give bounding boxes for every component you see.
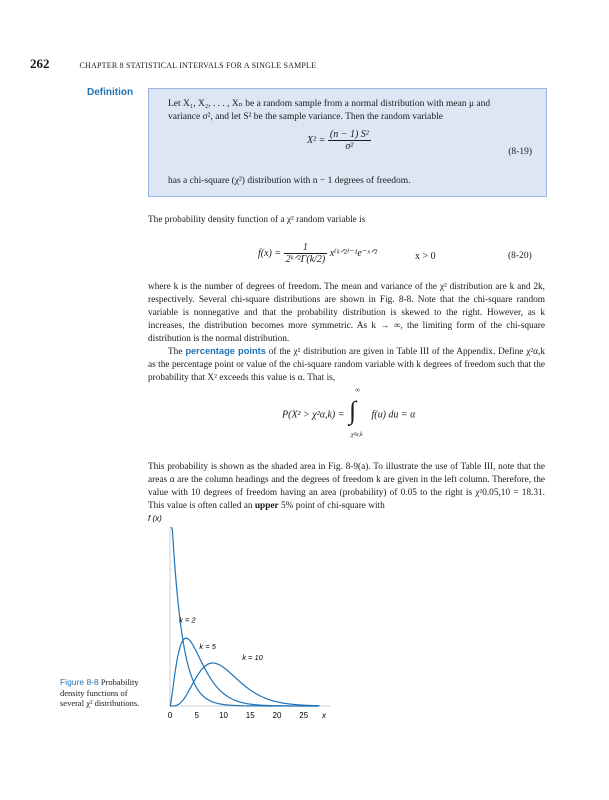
equation-fraction bbox=[328, 129, 371, 152]
figure-caption bbox=[60, 677, 142, 709]
chi-square-equation bbox=[307, 129, 371, 152]
paragraph-1: where k is the number of degrees of freedom. The mean and variance of the χ² distribution are k and 2k, respectively. Several chi-square distributions are shown in Fig. 8-8. Note that the chi-square random variable is nonnegative and that the probability distribution is skewed to the right. However, as k increases, the distribution becomes more symmetric. As k → ∞, the limiting form of the chi-square distribution is the normal distribution. bbox=[148, 282, 545, 344]
x-axis-label: x bbox=[322, 711, 326, 720]
curve-k-5 bbox=[170, 638, 319, 706]
equation-numerator: (n − 1) S² bbox=[329, 129, 369, 140]
prob-integrand: f(u) du = α bbox=[371, 409, 416, 421]
x-tick-label: 25 bbox=[299, 711, 309, 720]
pdf-intro: The probability density function of a χ² random variable is bbox=[148, 215, 366, 225]
prob-lhs: P(X² > χ²α,k) = bbox=[282, 409, 345, 421]
equation-lhs: X² = bbox=[307, 134, 326, 146]
paragraph-2 bbox=[148, 345, 545, 385]
paragraph-2-post: of the χ² distribution are given in Table III of the Appendix. Define χ²α,k as the percentage point or value of the chi-square random variable with k degrees of freedom such that the probability that X² exceeds this value is α. That is, bbox=[148, 347, 546, 383]
equation-number-8-19: (8-19) bbox=[508, 147, 532, 157]
pdf-denominator: 2ᵏᐟ²Γ(k/2) bbox=[285, 254, 326, 265]
percentage-points-term: percentage points bbox=[185, 346, 266, 356]
paragraph-2-pre: The bbox=[168, 347, 183, 357]
definition-line-1: Let X₁, X₂, . . . , Xₙ be a random sample from a normal distribution with mean μ and bbox=[168, 99, 491, 109]
series-label-k-2: k = 2 bbox=[179, 615, 196, 625]
paragraph-3-pre: This probability is shown as the shaded area in Fig. 8-9(a). To illustrate the use of Table III, note that the areas α are the column headings and the degrees of freedom k are given in the left column. Therefore, the value with 10 degrees of freedom having an area (probability) of 0.05 to the right is χ²0.05,10 = 18.31. This value is often called an bbox=[148, 462, 545, 511]
figure-label: Figure 8-8 bbox=[60, 677, 99, 687]
equation-number-8-20: (8-20) bbox=[508, 251, 532, 261]
integral-lower-limit: χ²α,k bbox=[350, 432, 363, 438]
paragraph-3-post: 5% point of chi-square with bbox=[280, 501, 385, 511]
curve-k-10 bbox=[170, 663, 319, 706]
figure-caption-text: Probability density functions of several χ² distributions. bbox=[60, 677, 140, 708]
pdf-lhs: f(x) = bbox=[258, 247, 282, 259]
pdf-numerator: 1 bbox=[284, 242, 328, 254]
pdf-fraction bbox=[284, 242, 328, 265]
paragraph-3 bbox=[148, 461, 545, 513]
pdf-condition: x > 0 bbox=[415, 251, 436, 262]
curve-k-2 bbox=[170, 528, 319, 706]
probability-equation bbox=[282, 386, 416, 438]
x-tick-label: 20 bbox=[272, 711, 282, 720]
equation-denominator: σ² bbox=[345, 141, 354, 152]
series-label-k-10: k = 10 bbox=[242, 652, 263, 662]
definition-box bbox=[148, 88, 547, 197]
definition-line-2: variance σ², and let S² be the sample variance. Then the random variable bbox=[168, 112, 443, 122]
x-tick-label: 10 bbox=[219, 711, 228, 720]
definition-line-3: has a chi-square (χ²) distribution with n − 1 degrees of freedom. bbox=[168, 176, 411, 186]
x-tick-label: 0 bbox=[167, 711, 173, 720]
page-number: 262 bbox=[30, 56, 50, 71]
integral-upper-limit: ∞ bbox=[354, 386, 360, 394]
x-tick-label: 5 bbox=[194, 711, 199, 720]
y-axis-label: f (x) bbox=[148, 514, 162, 523]
x-tick-label: 15 bbox=[245, 711, 255, 720]
definition-label: Definition bbox=[87, 87, 134, 98]
chapter-title: CHAPTER 8 STATISTICAL INTERVALS FOR A SINGLE SAMPLE bbox=[79, 61, 317, 70]
integral-sign: ∞ ∫ χ²α,k bbox=[348, 386, 363, 438]
pdf-equation bbox=[258, 242, 377, 265]
series-label-k-5: k = 5 bbox=[199, 641, 216, 651]
upper-term: upper bbox=[254, 501, 279, 511]
page-header bbox=[30, 56, 569, 72]
pdf-rhs: x⁽ᵏᐟ²⁾⁻¹e⁻ˣᐟ² bbox=[329, 247, 378, 259]
